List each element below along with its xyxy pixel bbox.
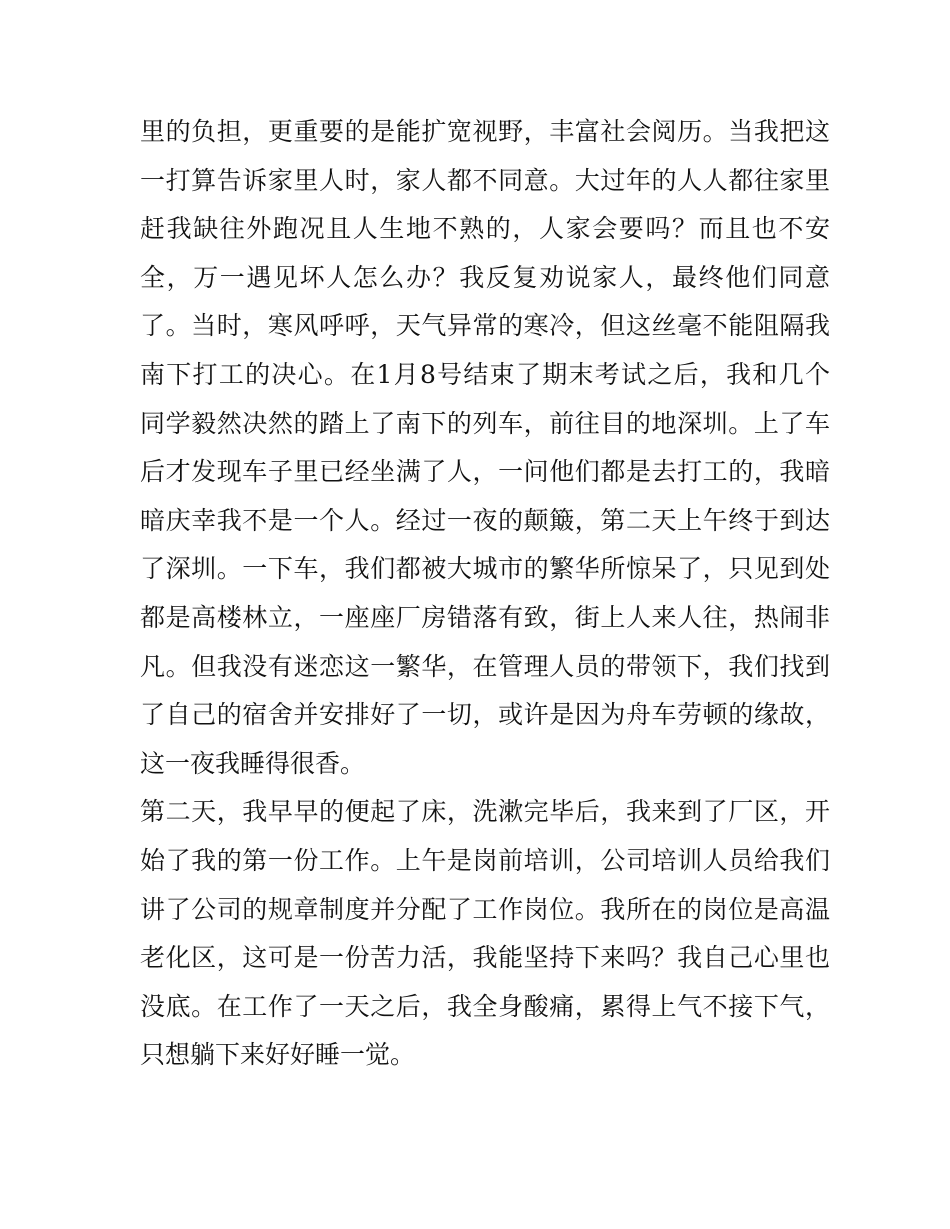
text-line: 第二天，我早早的便起了床，洗漱完毕后，我来到了厂区，开 — [140, 797, 830, 827]
text-line: 只想躺下来好好睡一觉。 — [140, 1040, 416, 1070]
text-line: 暗庆幸我不是一个人。经过一夜的颠簸，第二天上午终于到达 — [140, 505, 830, 535]
text-line: 凡。但我没有迷恋这一繁华，在管理人员的带领下，我们找到 — [140, 651, 830, 681]
text-line: 讲了公司的规章制度并分配了工作岗位。我所在的岗位是高温 — [140, 894, 830, 924]
text-line: 老化区，这可是一份苦力活，我能坚持下来吗？我自己心里也 — [140, 943, 830, 973]
paragraph-1 — [140, 108, 830, 788]
text-line: 没底。在工作了一天之后，我全身酸痛，累得上气不接下气， — [140, 991, 830, 1021]
text-line: 始了我的第一份工作。上午是岗前培训，公司培训人员给我们 — [140, 845, 830, 875]
body-text — [140, 108, 830, 1080]
text-line: 了深圳。一下车，我们都被大城市的繁华所惊呆了，只见到处 — [140, 554, 830, 584]
text-line: 这一夜我睡得很香。 — [140, 748, 366, 778]
paragraph-2 — [140, 788, 830, 1080]
text-line: 南下打工的决心。在1月8号结束了期末考试之后，我和几个 — [140, 359, 830, 389]
text-line: 赶我缺往外跑况且人生地不熟的，人家会要吗？而且也不安 — [140, 214, 830, 244]
text-line: 都是高楼林立，一座座厂房错落有致，街上人来人往，热闹非 — [140, 602, 830, 632]
text-line: 全，万一遇见坏人怎么办？我反复劝说家人，最终他们同意 — [140, 262, 830, 292]
text-line: 一打算告诉家里人时，家人都不同意。大过年的人人都往家里 — [140, 165, 830, 195]
text-line: 了。当时，寒风呼呼，天气异常的寒冷，但这丝毫不能阻隔我 — [140, 311, 830, 341]
text-line: 后才发现车子里已经坐满了人，一问他们都是去打工的，我暗 — [140, 457, 830, 487]
text-line: 了自己的宿舍并安排好了一切，或许是因为舟车劳顿的缘故， — [140, 700, 830, 730]
text-line: 里的负担，更重要的是能扩宽视野，丰富社会阅历。当我把这 — [140, 117, 830, 146]
text-line: 同学毅然决然的踏上了南下的列车，前往目的地深圳。上了车 — [140, 408, 830, 438]
